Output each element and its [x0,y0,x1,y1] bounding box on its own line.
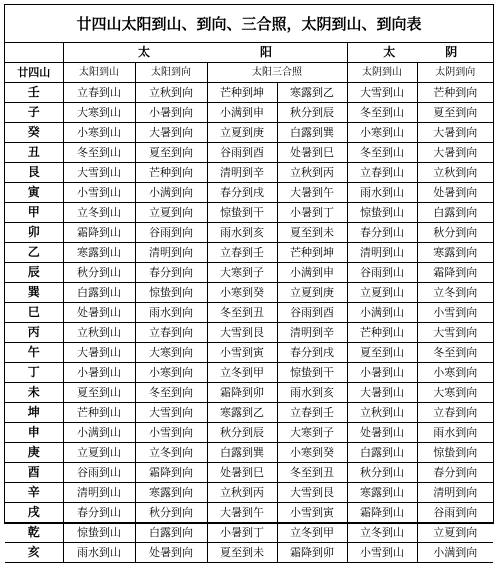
table-cell: 大雪到向 [417,323,493,343]
table-cell: 大暑到向 [417,143,493,163]
table-cell: 雨水到亥 [207,223,277,243]
table-cell: 处暑到向 [135,543,207,563]
table-cell: 小寒到癸 [207,283,277,303]
table-cell: 雨水到山 [347,183,417,203]
table-cell: 霜降到向 [417,263,493,283]
table-cell: 清明到向 [417,483,493,503]
table-cell: 秋分到辰 [207,423,277,443]
table-cell: 小雪到山 [347,543,417,563]
table-cell: 处暑到巳 [277,143,347,163]
mountain-table [5,43,493,563]
table-cell: 小满到向 [135,183,207,203]
table-cell: 芒种到山 [347,323,417,343]
table-cell: 清明到山 [347,243,417,263]
table-cell: 处暑到巳 [207,463,277,483]
table-cell: 大暑到山 [63,343,135,363]
table-cell: 小雪到寅 [277,503,347,523]
table-row [5,523,493,543]
table-cell: 芒种到向 [417,83,493,103]
table-cell: 大寒到子 [207,263,277,283]
table-cell: 立秋到山 [347,403,417,423]
col-header-moon-facing: 太阴到向 [417,63,493,83]
table-cell: 白露到山 [347,443,417,463]
table-cell: 惊蛰到干 [277,363,347,383]
mountain-label: 壬 [5,83,63,103]
corner-label: 廿四山 [5,63,63,83]
table-cell: 立春到向 [135,323,207,343]
table-cell: 寒露到向 [417,243,493,263]
table-cell: 小暑到山 [347,363,417,383]
table-cell: 夏至到向 [417,103,493,123]
table-cell: 立冬到向 [417,283,493,303]
table-cell: 小暑到丁 [277,203,347,223]
table-cell: 大暑到山 [347,383,417,403]
table-cell: 立冬到山 [63,203,135,223]
moon-label-a: 太 [383,45,396,59]
mountain-label: 坤 [5,403,63,423]
table-cell: 大雪到艮 [277,483,347,503]
table-cell: 芒种到向 [135,163,207,183]
table-cell: 冬至到丑 [207,303,277,323]
table-cell: 秋分到向 [417,223,493,243]
table-row [5,323,493,343]
mountain-label: 卯 [5,223,63,243]
table-cell: 清明到山 [63,483,135,503]
table-cell: 小雪到寅 [207,343,277,363]
table-cell: 寒露到山 [347,483,417,503]
table-cell: 惊蛰到向 [135,283,207,303]
table-cell: 立秋到山 [63,323,135,343]
table-title: 廿四山太阳到山、到向、三合照，太阴到山、到向表 [5,5,493,43]
table-cell: 大雪到艮 [207,323,277,343]
table-cell: 冬至到山 [63,143,135,163]
table-cell: 小寒到向 [417,363,493,383]
table-row [5,223,493,243]
table-cell: 立夏到向 [135,203,207,223]
table-cell: 处暑到山 [347,423,417,443]
table-row [5,263,493,283]
table-body [5,43,493,563]
table-cell: 春分到向 [417,463,493,483]
column-header-row [5,63,493,83]
table-cell: 霜降到山 [63,223,135,243]
mountain-label: 午 [5,343,63,363]
table-cell: 大寒到山 [63,103,135,123]
table-cell: 谷雨到酉 [207,143,277,163]
table-cell: 立夏到庚 [277,283,347,303]
table-cell: 霜降到卯 [207,383,277,403]
moon-group-header [347,43,493,63]
table-cell: 冬至到向 [417,343,493,363]
table-cell: 立春到壬 [207,243,277,263]
table-cell: 大暑到向 [135,123,207,143]
table-cell: 立春到向 [417,403,493,423]
table-row [5,403,493,423]
table-row [5,243,493,263]
table-cell: 小雪到向 [135,423,207,443]
table-cell: 惊蛰到山 [63,523,135,543]
table-cell: 大寒到向 [417,383,493,403]
table-cell: 大暑到午 [277,183,347,203]
table-cell: 立秋到向 [417,163,493,183]
group-header-row [5,43,493,63]
table-row [5,343,493,363]
table-cell: 夏至到未 [277,223,347,243]
table-cell: 大暑到向 [417,123,493,143]
table-cell: 春分到向 [135,263,207,283]
table-cell: 惊蛰到山 [347,203,417,223]
table-row [5,543,493,563]
table-row [5,383,493,403]
table-row [5,283,493,303]
table-cell: 雨水到山 [63,543,135,563]
table-cell: 立秋到丙 [207,483,277,503]
table-row [5,163,493,183]
table-cell: 大暑到午 [207,503,277,523]
mountain-label: 乾 [5,523,63,543]
table-cell: 小暑到山 [63,363,135,383]
mountain-label: 子 [5,103,63,123]
table-cell: 立春到山 [347,163,417,183]
table-cell: 立夏到山 [63,443,135,463]
table-cell: 芒种到坤 [277,243,347,263]
table-cell: 大雪到向 [135,403,207,423]
corner-blank [5,43,63,63]
sun-label-b: 阳 [260,45,273,59]
table-cell: 立秋到丙 [277,163,347,183]
table-cell: 秋分到辰 [277,103,347,123]
table-cell: 春分到山 [63,503,135,523]
table-cell: 寒露到乙 [207,403,277,423]
table-cell: 立夏到向 [417,523,493,543]
table-cell: 霜降到卯 [277,543,347,563]
mountain-label: 丑 [5,143,63,163]
table-cell: 小寒到山 [63,123,135,143]
table-cell: 春分到戌 [207,183,277,203]
table-row [5,363,493,383]
col-header-moon-mountain: 太阴到山 [347,63,417,83]
table-cell: 霜降到山 [347,503,417,523]
table-cell: 夏至到向 [135,143,207,163]
table-cell: 立冬到甲 [277,523,347,543]
table-cell: 惊蛰到干 [207,203,277,223]
table-cell: 冬至到山 [347,103,417,123]
table-cell: 雨水到向 [135,303,207,323]
table-cell: 处暑到向 [417,183,493,203]
table-cell: 芒种到坤 [207,83,277,103]
table-cell: 白露到山 [63,283,135,303]
table-cell: 大雪到山 [63,163,135,183]
mountain-label: 寅 [5,183,63,203]
table-cell: 夏至到未 [207,543,277,563]
table-row [5,123,493,143]
table-cell: 小暑到向 [135,103,207,123]
table-cell: 立冬到甲 [207,363,277,383]
table-cell: 冬至到山 [347,143,417,163]
table-cell: 小雪到向 [417,303,493,323]
table-cell: 立秋到向 [135,83,207,103]
table-row [5,143,493,163]
mountain-label: 亥 [5,543,63,563]
mountain-label: 乙 [5,243,63,263]
table-cell: 夏至到山 [347,343,417,363]
table-cell: 秋分到山 [63,263,135,283]
table-cell: 立春到山 [63,83,135,103]
mountain-label: 辰 [5,263,63,283]
mountain-label: 巳 [5,303,63,323]
document-sheet [4,4,494,559]
table-cell: 小满到山 [347,303,417,323]
table-cell: 小寒到山 [347,123,417,143]
table-cell: 小暑到丁 [207,523,277,543]
table-cell: 春分到山 [347,223,417,243]
table-cell: 大寒到向 [135,343,207,363]
mountain-label: 酉 [5,463,63,483]
mountain-label: 艮 [5,163,63,183]
mountain-label: 癸 [5,123,63,143]
table-cell: 雨水到向 [417,423,493,443]
table-cell: 立春到壬 [277,403,347,423]
col-header-sun-facing: 太阳到向 [135,63,207,83]
table-row [5,83,493,103]
table-cell: 清明到向 [135,243,207,263]
table-cell: 立夏到庚 [207,123,277,143]
table-cell: 立夏到山 [347,283,417,303]
table-cell: 冬至到向 [135,383,207,403]
table-cell: 处暑到山 [63,303,135,323]
table-cell: 谷雨到向 [417,503,493,523]
table-row [5,463,493,483]
table-cell: 立冬到山 [347,523,417,543]
table-cell: 谷雨到酉 [277,303,347,323]
table-row [5,423,493,443]
moon-label-b: 阴 [445,45,458,59]
table-cell: 谷雨到山 [347,263,417,283]
table-cell: 寒露到乙 [277,83,347,103]
table-row [5,103,493,123]
mountain-label: 庚 [5,443,63,463]
table-cell: 大寒到子 [277,423,347,443]
mountain-label: 丁 [5,363,63,383]
mountain-label: 申 [5,423,63,443]
table-cell: 小雪到山 [63,183,135,203]
sun-group-header [63,43,347,63]
mountain-label: 甲 [5,203,63,223]
mountain-label: 巽 [5,283,63,303]
table-cell: 秋分到山 [347,463,417,483]
table-cell: 秋分到向 [135,503,207,523]
mountain-label: 丙 [5,323,63,343]
table-cell: 春分到戌 [277,343,347,363]
table-cell: 小满到山 [63,423,135,443]
table-cell: 雨水到亥 [277,383,347,403]
table-cell: 小寒到向 [135,363,207,383]
table-cell: 冬至到丑 [277,463,347,483]
table-cell: 清明到辛 [277,323,347,343]
table-row [5,443,493,463]
table-cell: 清明到辛 [207,163,277,183]
col-header-sun-trine: 太阳三合照 [207,63,347,83]
table-cell: 立冬到向 [135,443,207,463]
table-row [5,303,493,323]
table-row [5,483,493,503]
sun-label-a: 太 [138,45,151,59]
mountain-label: 辛 [5,483,63,503]
table-cell: 小满到申 [277,263,347,283]
table-cell: 白露到向 [417,203,493,223]
mountain-label: 未 [5,383,63,403]
table-cell: 寒露到向 [135,483,207,503]
table-cell: 白露到向 [135,523,207,543]
table-cell: 大雪到山 [347,83,417,103]
table-row [5,203,493,223]
table-cell: 白露到巽 [277,123,347,143]
table-cell: 小满到申 [207,103,277,123]
table-cell: 小寒到癸 [277,443,347,463]
table-row [5,503,493,523]
table-cell: 谷雨到向 [135,223,207,243]
table-row [5,183,493,203]
table-cell: 惊蛰到向 [417,443,493,463]
mountain-label: 戌 [5,503,63,523]
table-cell: 小满到向 [417,543,493,563]
table-cell: 霜降到向 [135,463,207,483]
table-cell: 芒种到山 [63,403,135,423]
table-cell: 夏至到山 [63,383,135,403]
col-header-sun-mountain: 太阳到山 [63,63,135,83]
table-cell: 白露到巽 [207,443,277,463]
table-cell: 寒露到山 [63,243,135,263]
table-cell: 谷雨到山 [63,463,135,483]
